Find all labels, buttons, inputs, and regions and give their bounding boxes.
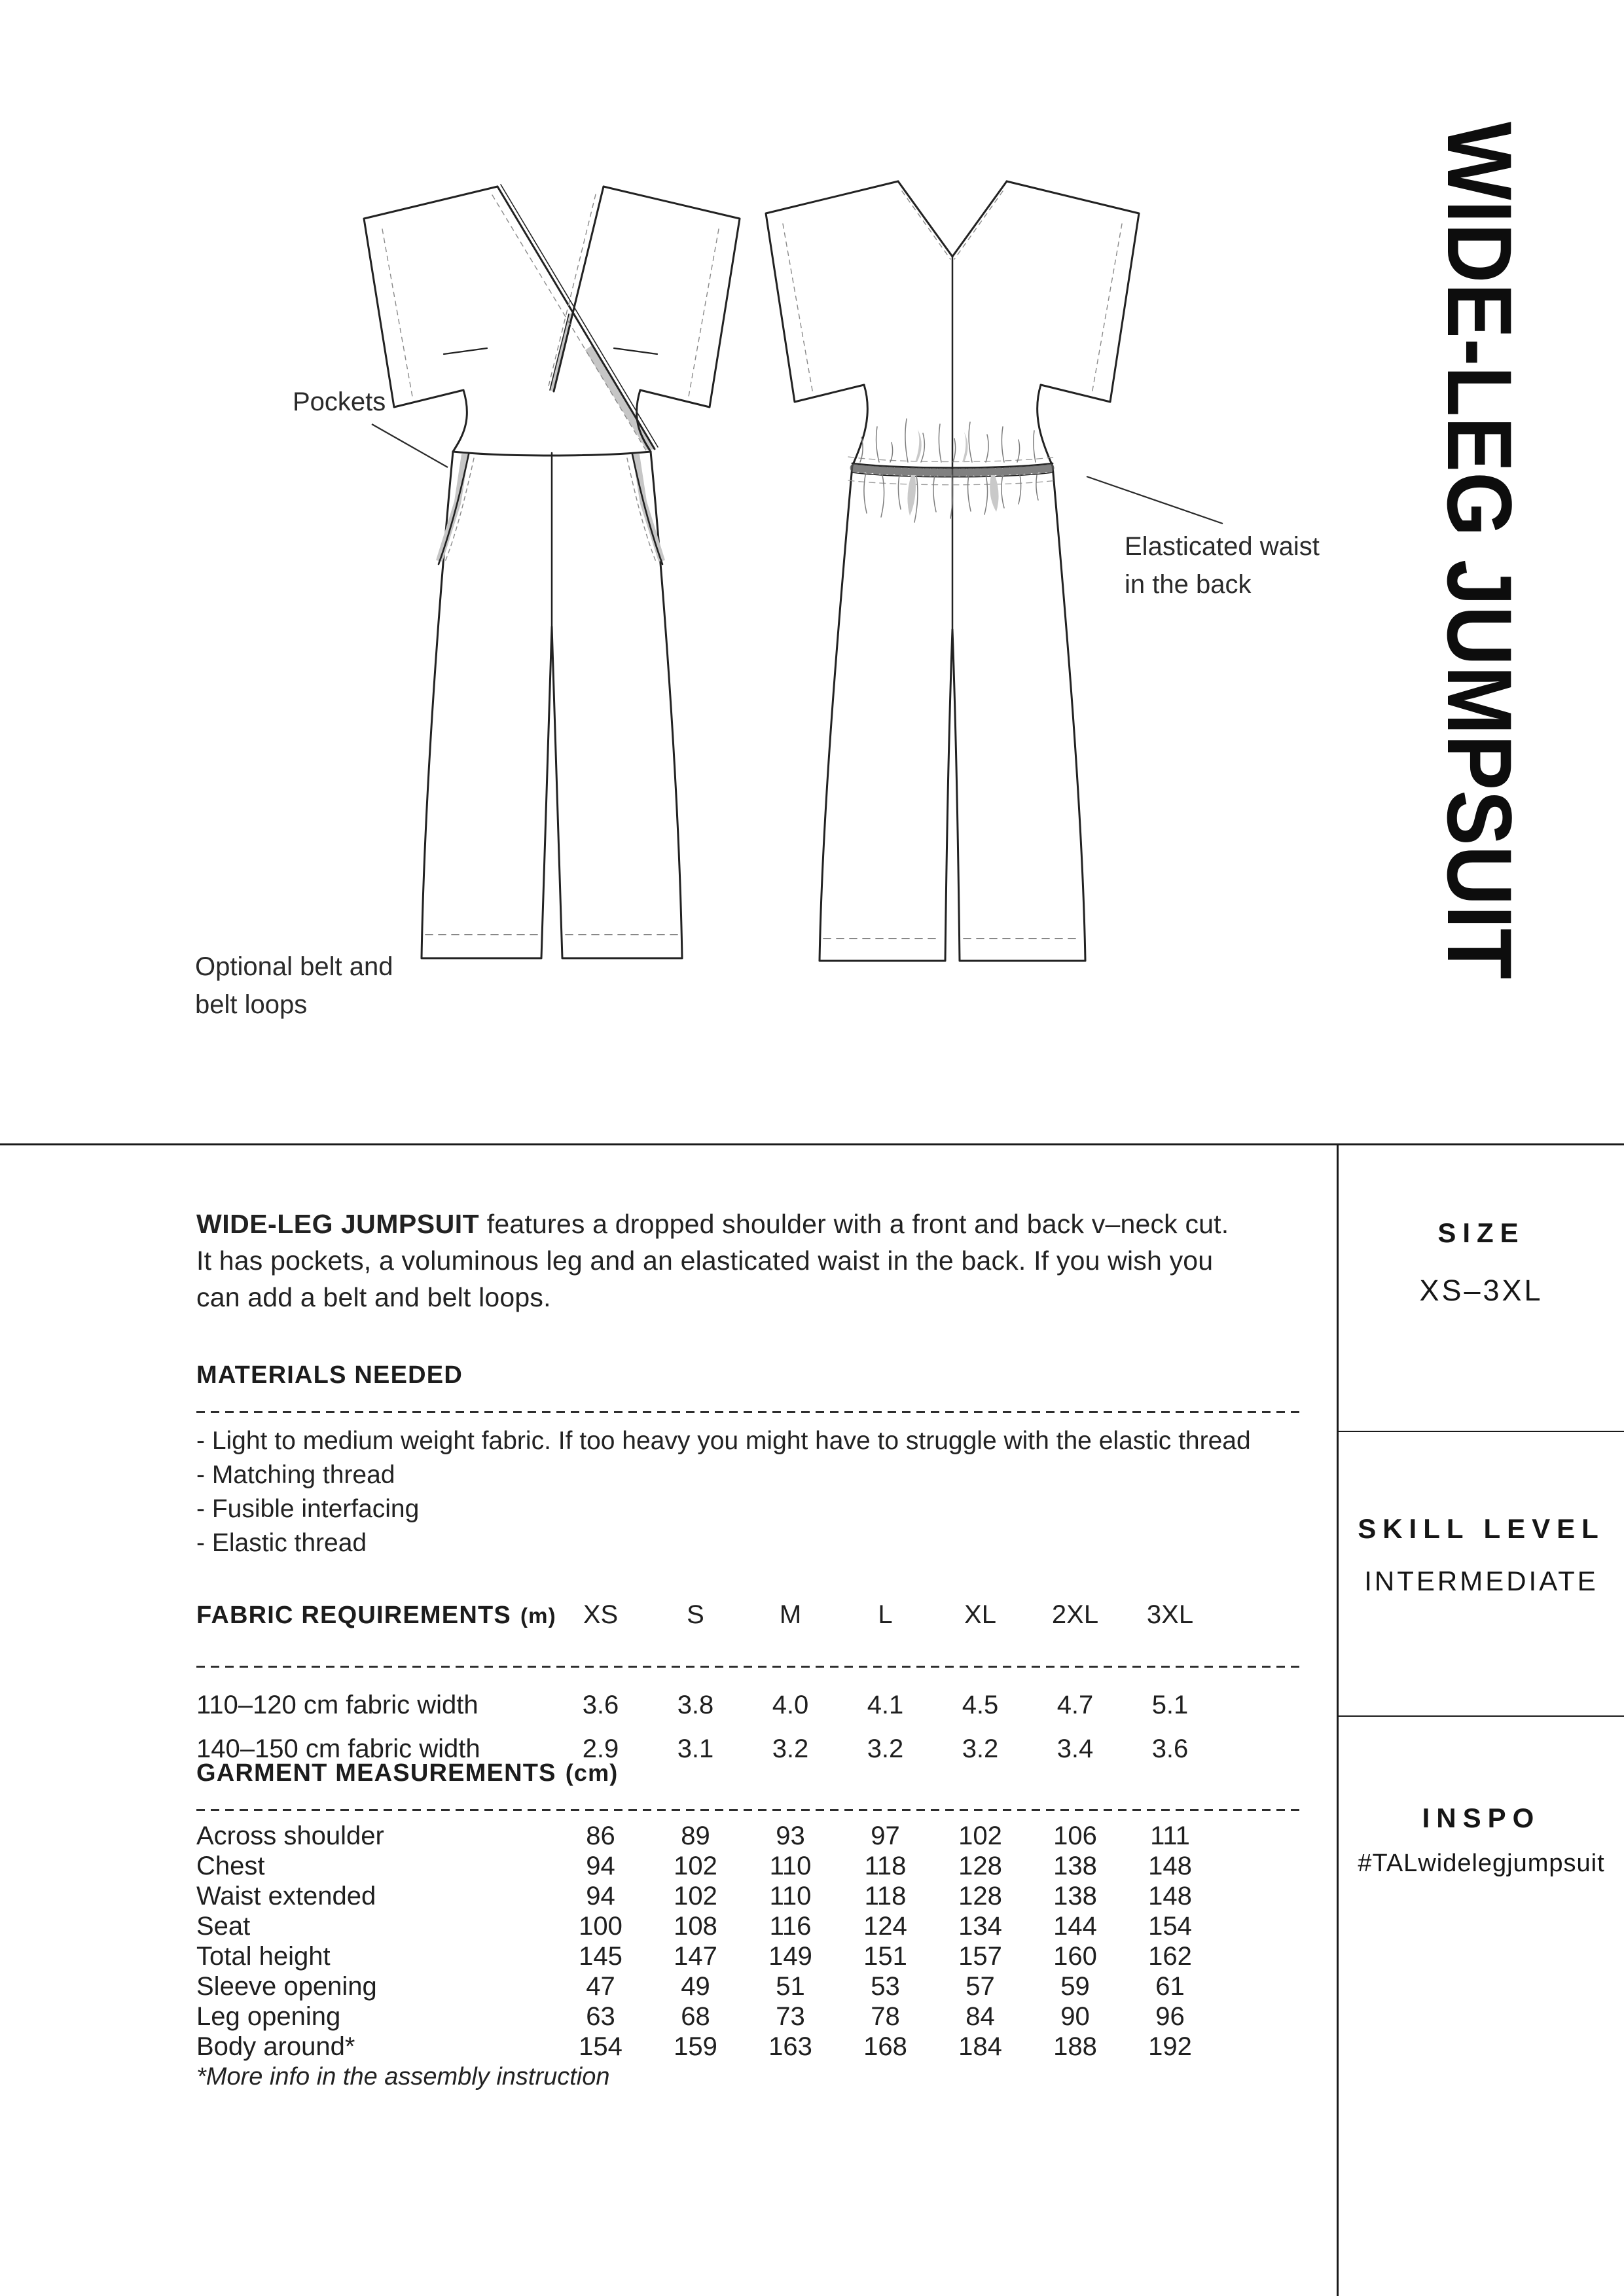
garment-row-4 — [196, 1941, 1218, 1971]
garment-row-value-3: 97 — [871, 1821, 900, 1850]
elastic-waist-label-line1: Elasticated waist — [1125, 532, 1320, 561]
garment-row-value-1: 108 — [674, 1912, 717, 1941]
belt-label-line2: belt loops — [195, 990, 308, 1019]
pockets-leader-line — [372, 424, 448, 467]
garment-row-7 — [196, 2032, 1218, 2062]
garment-measurements-rows — [196, 1821, 1218, 2062]
size-column-header-XS: XS — [583, 1600, 619, 1629]
sidebar-vertical-divider — [1337, 1143, 1339, 2296]
belt-label-line1: Optional belt and — [195, 952, 393, 981]
garment-row-value-3: 53 — [871, 1972, 900, 2001]
pattern-description — [196, 1206, 1229, 1316]
elastic-waist-leader-line — [1087, 476, 1223, 524]
garment-row-label: Waist extended — [196, 1882, 376, 1910]
garment-row-value-0: 94 — [586, 1882, 615, 1910]
sidebar-divider-1 — [1339, 1431, 1624, 1432]
measurements-footnote: *More info in the assembly instruction — [196, 2063, 610, 2090]
garment-row-value-3: 118 — [864, 1852, 907, 1880]
elastic-waist-label — [1125, 528, 1320, 603]
garment-row-value-6: 96 — [1155, 2002, 1185, 2031]
fabric-row-value-4: 3.2 — [962, 1734, 999, 1763]
garment-row-value-6: 154 — [1148, 1912, 1192, 1941]
fabric-row-value-6: 5.1 — [1151, 1691, 1189, 1719]
garment-row-value-1: 68 — [681, 2002, 710, 2031]
fabric-row-value-0: 2.9 — [582, 1734, 619, 1763]
garment-row-3 — [196, 1911, 1218, 1941]
garment-row-value-6: 148 — [1148, 1852, 1192, 1880]
garment-measurements-dashed-rule — [196, 1809, 1301, 1811]
garment-row-value-1: 147 — [674, 1942, 717, 1971]
garment-row-value-2: 110 — [769, 1852, 812, 1880]
garment-row-value-0: 94 — [586, 1852, 615, 1880]
size-column-header-L: L — [878, 1600, 893, 1629]
fabric-row-value-4: 4.5 — [962, 1691, 999, 1719]
garment-row-value-1: 159 — [674, 2032, 717, 2061]
garment-row-value-4: 84 — [965, 2002, 995, 2031]
fabric-row-value-5: 4.7 — [1056, 1691, 1094, 1719]
fabric-row-0 — [196, 1683, 1218, 1727]
fabric-row-value-6: 3.6 — [1151, 1734, 1189, 1763]
garment-row-value-6: 148 — [1148, 1882, 1192, 1910]
garment-row-value-5: 160 — [1053, 1942, 1097, 1971]
fabric-requirements-dashed-rule — [196, 1666, 1301, 1668]
size-column-header-3XL: 3XL — [1146, 1600, 1194, 1629]
description-line3: can add a belt and belt loops. — [196, 1282, 551, 1312]
fabric-row-value-0: 3.6 — [582, 1691, 619, 1719]
materials-list — [196, 1424, 1251, 1560]
garment-row-value-3: 124 — [863, 1912, 907, 1941]
size-value: XS–3XL — [1419, 1274, 1543, 1307]
garment-row-value-6: 192 — [1148, 2032, 1192, 2061]
garment-row-label: Across shoulder — [196, 1821, 384, 1850]
garment-row-label: Chest — [196, 1852, 265, 1880]
garment-row-value-5: 106 — [1053, 1821, 1097, 1850]
fabric-row-value-1: 3.8 — [677, 1691, 714, 1719]
garment-row-label: Seat — [196, 1912, 251, 1941]
garment-row-value-4: 128 — [958, 1882, 1002, 1910]
vertical-page-title: WIDE-LEG JUMPSUIT — [1428, 122, 1531, 1069]
garment-row-value-4: 184 — [958, 2032, 1002, 2061]
fabric-row-value-3: 4.1 — [867, 1691, 904, 1719]
garment-row-value-6: 162 — [1148, 1942, 1192, 1971]
garment-row-value-2: 110 — [769, 1882, 812, 1910]
garment-measurements-heading: GARMENT MEASUREMENTS (cm) — [196, 1759, 619, 1787]
skill-level-value: INTERMEDIATE — [1364, 1566, 1598, 1596]
skill-level-heading: SKILL LEVEL — [1358, 1513, 1605, 1544]
garment-row-value-0: 154 — [579, 2032, 623, 2061]
garment-row-value-5: 144 — [1053, 1912, 1097, 1941]
description-lead: WIDE-LEG JUMPSUIT — [196, 1209, 480, 1239]
garment-row-label: Body around* — [196, 2032, 355, 2061]
garment-row-label: Leg opening — [196, 2002, 341, 2031]
fabric-row-value-5: 3.4 — [1056, 1734, 1094, 1763]
inspo-heading: INSPO — [1422, 1803, 1541, 1833]
materials-dashed-rule — [196, 1411, 1301, 1413]
garment-row-value-2: 149 — [768, 1942, 812, 1971]
garment-row-value-2: 163 — [768, 2032, 812, 2061]
garment-row-value-2: 116 — [769, 1912, 812, 1941]
garment-row-value-1: 89 — [681, 1821, 710, 1850]
garment-row-value-2: 51 — [776, 1972, 805, 2001]
garment-measurements-unit: (cm) — [565, 1759, 619, 1786]
garment-row-value-5: 138 — [1053, 1852, 1097, 1880]
garment-row-value-5: 188 — [1053, 2032, 1097, 2061]
materials-item-3: - Elastic thread — [196, 1529, 367, 1557]
garment-row-value-6: 61 — [1155, 1972, 1185, 2001]
garment-row-value-0: 145 — [579, 1942, 623, 1971]
size-column-header-2XL: 2XL — [1051, 1600, 1099, 1629]
garment-row-value-3: 168 — [863, 2032, 907, 2061]
garment-row-value-2: 73 — [776, 2002, 805, 2031]
garment-row-value-4: 157 — [958, 1942, 1002, 1971]
fabric-row-value-1: 3.1 — [677, 1734, 714, 1763]
materials-item-2: - Fusible interfacing — [196, 1495, 420, 1523]
garment-row-6 — [196, 2001, 1218, 2032]
garment-row-value-0: 86 — [586, 1821, 615, 1850]
size-column-header-XL: XL — [964, 1600, 996, 1629]
garment-row-value-0: 63 — [586, 2002, 615, 2031]
horizontal-divider — [0, 1143, 1624, 1145]
elastic-waist-label-line2: in the back — [1125, 570, 1252, 599]
description-line1-rest: features a dropped shoulder with a front and back v–neck cut. — [479, 1209, 1229, 1239]
garment-row-value-3: 118 — [864, 1882, 907, 1910]
materials-item-0: - Light to medium weight fabric. If too heavy you might have to struggle with the elastic thread — [196, 1427, 1251, 1455]
inspo-hashtag: #TALwidelegjumpsuit — [1358, 1850, 1605, 1877]
sidebar-divider-2 — [1339, 1715, 1624, 1717]
garment-row-label: Total height — [196, 1942, 331, 1971]
garment-row-value-4: 57 — [965, 1972, 995, 2001]
materials-item-1: - Matching thread — [196, 1461, 395, 1489]
size-heading: SIZE — [1437, 1217, 1525, 1248]
materials-heading: MATERIALS NEEDED — [196, 1361, 463, 1389]
size-column-header-S: S — [687, 1600, 704, 1629]
garment-row-value-1: 102 — [674, 1852, 717, 1880]
garment-row-label: Sleeve opening — [196, 1972, 377, 2001]
garment-row-value-5: 90 — [1060, 2002, 1090, 2031]
description-line2: It has pockets, a voluminous leg and an elasticated waist in the back. If you wish you — [196, 1246, 1214, 1276]
fabric-row-value-2: 4.0 — [772, 1691, 809, 1719]
description-line1 — [196, 1206, 1229, 1242]
fabric-row-label: 140–150 cm fabric width — [196, 1734, 480, 1763]
garment-row-2 — [196, 1881, 1218, 1911]
garment-row-value-4: 134 — [958, 1912, 1002, 1941]
garment-row-value-6: 111 — [1150, 1821, 1190, 1850]
garment-row-value-4: 128 — [958, 1852, 1002, 1880]
garment-row-value-2: 93 — [776, 1821, 805, 1850]
garment-row-value-1: 102 — [674, 1882, 717, 1910]
garment-row-value-0: 100 — [579, 1912, 623, 1941]
garment-row-value-4: 102 — [958, 1821, 1002, 1850]
pockets-label: Pockets — [293, 387, 386, 416]
garment-row-value-3: 151 — [863, 1942, 907, 1971]
garment-row-value-5: 59 — [1060, 1972, 1090, 2001]
garment-row-value-1: 49 — [681, 1972, 710, 2001]
garment-row-1 — [196, 1851, 1218, 1881]
size-column-header-M: M — [779, 1600, 802, 1629]
jumpsuit-back-view-drawing — [766, 181, 1139, 961]
fabric-requirements-unit: (m) — [520, 1604, 556, 1628]
garment-row-0 — [196, 1821, 1218, 1851]
belt-label — [195, 948, 393, 1024]
garment-row-value-5: 138 — [1053, 1882, 1097, 1910]
garment-row-5 — [196, 1971, 1218, 2001]
fabric-row-label: 110–120 cm fabric width — [196, 1691, 478, 1719]
fabric-row-value-2: 3.2 — [772, 1734, 809, 1763]
jumpsuit-front-view-drawing — [364, 185, 740, 958]
garment-row-value-0: 47 — [586, 1972, 615, 2001]
fabric-row-value-3: 3.2 — [867, 1734, 904, 1763]
fabric-requirements-header-row — [196, 1595, 1218, 1634]
garment-row-value-3: 78 — [871, 2002, 900, 2031]
fabric-requirements-heading: FABRIC REQUIREMENTS (m) — [196, 1602, 556, 1629]
